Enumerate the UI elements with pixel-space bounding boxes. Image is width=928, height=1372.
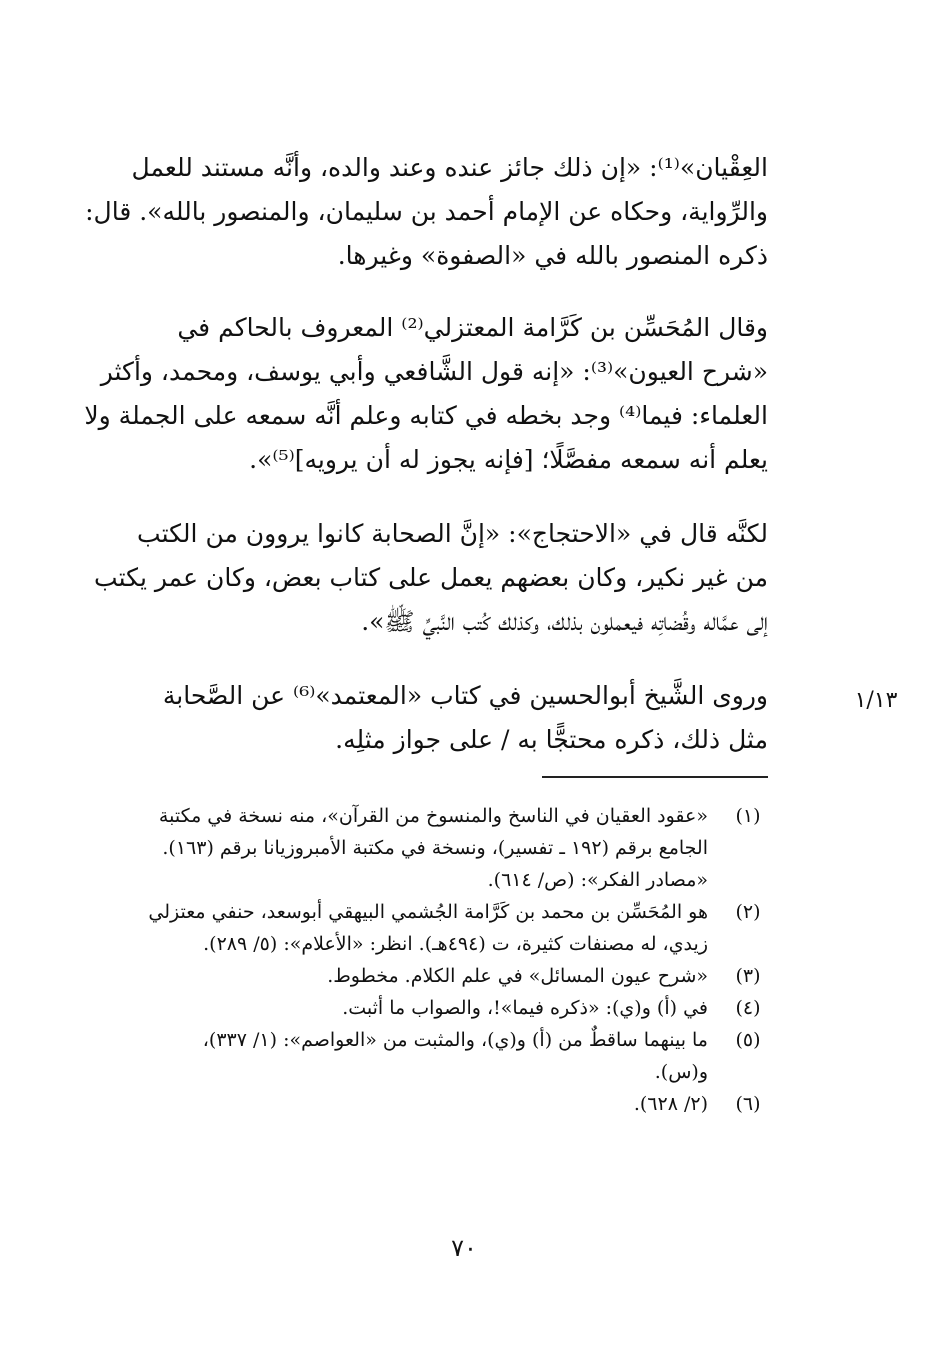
footnote-number: (٣) — [735, 965, 761, 987]
text-line: وقال المُحَسِّن بن كَرَّامة المعتزلي⁽²⁾ المعروف بالحاكم في — [177, 313, 768, 342]
footnote-line: ما بينهما ساقطٌ من (أ) و(ي)، والمثبت من «العواصم»: (١/ ٣٣٧)، — [202, 1029, 708, 1051]
footnote-1 — [100, 800, 772, 896]
text-line: «شرح العيون»⁽³⁾: «إنه قول الشَّافعي وأبي يوسف، ومحمد، وأكثر — [100, 357, 768, 386]
paragraph-2 — [84, 306, 768, 482]
footnote-number: (٦) — [735, 1093, 761, 1115]
footnote-6 — [100, 1088, 772, 1120]
text-line: مثل ذلك، ذكره محتجًّا به / على جواز مثلِه. — [335, 725, 768, 754]
footnote-number: (٤) — [735, 997, 761, 1019]
page-number: ٧٠ — [451, 1234, 477, 1262]
text-line: ذكره المنصور بالله في «الصفوة» وغيرها. — [337, 241, 768, 270]
footnote-separator — [542, 776, 768, 778]
footnote-line: (٢/ ٦٢٨). — [633, 1093, 708, 1115]
footnote-number: (٢) — [735, 901, 761, 923]
text-line: من غير نكير، وكان بعضهم يعمل على كتاب بعض، وكان عمر يكتب — [94, 563, 768, 592]
text-line: العلماء: فيما⁽⁴⁾ وجد بخطه في كتابه وعلم أنَّه سمعه على الجملة ولا — [84, 401, 768, 430]
manuscript-margin-reference: ١/١٣ — [854, 688, 898, 713]
footnote-number: (١) — [735, 805, 761, 827]
paragraph-4 — [100, 674, 768, 762]
footnote-number: (٥) — [735, 1029, 761, 1051]
footnote-4 — [100, 992, 772, 1024]
text-line: وروى الشَّيخ أبوالحسين في كتاب «المعتمد»⁽⁶⁾ عن الصَّحابة — [162, 681, 768, 710]
paragraph-1 — [85, 146, 768, 278]
footnote-line: «مصادر الفكر»: (ص/ ٦١٤). — [487, 869, 708, 891]
footnote-line: «شرح عيون المسائل» في علم الكلام. مخطوط. — [327, 965, 708, 987]
footnote-line: «عقود العقيان في الناسخ والمنسوخ من القرآن»، منه نسخة في مكتبة — [158, 805, 708, 827]
footnote-line: الجامع برقم (١٩٢ ـ تفسير)، ونسخة في مكتبة الأمبروزيانا برقم (١٦٣). — [162, 837, 708, 859]
footnote-2 — [100, 896, 772, 960]
paragraph-3 — [94, 512, 768, 644]
footnote-line: زيدي، له مصنفات كثيرة، ت (٤٩٤هـ). انظر: «الأعلام»: (٥/ ٢٨٩). — [203, 933, 708, 955]
text-line: والرِّواية، وحكاه عن الإمام أحمد بن سليمان، والمنصور بالله». قال: — [85, 197, 768, 226]
text-line: يعلم أنه سمعه مفصَّلًا؛ [فإنه يجوز له أن يرويه]⁽⁵⁾». — [249, 445, 768, 474]
text-line: العِقْيان»⁽¹⁾: «إن ذلك جائز عنده وعند والده، وأنَّه مستند للعمل — [131, 153, 768, 182]
text-line: إلى عمَّاله وقُضاتِه فيعملون بذلك، وكذلك كُتب النَّبيِّ ﷺ». — [361, 607, 768, 636]
footnote-3 — [100, 960, 772, 992]
footnotes — [100, 800, 772, 1120]
footnote-5 — [100, 1024, 772, 1088]
footnote-line: هو المُحَسِّن بن محمد بن كَرَّامة الجُشمي البيهقي أبوسعد، حنفي معتزلي — [148, 901, 708, 923]
footnote-line: و(س). — [654, 1061, 708, 1083]
footnote-line: في (أ) و(ي): «ذكره فيما»!، والصواب ما أثبت. — [342, 997, 708, 1019]
text-line: لكنَّه قال في «الاحتجاج»: «إنَّ الصحابة كانوا يروون من الكتب — [137, 519, 768, 548]
